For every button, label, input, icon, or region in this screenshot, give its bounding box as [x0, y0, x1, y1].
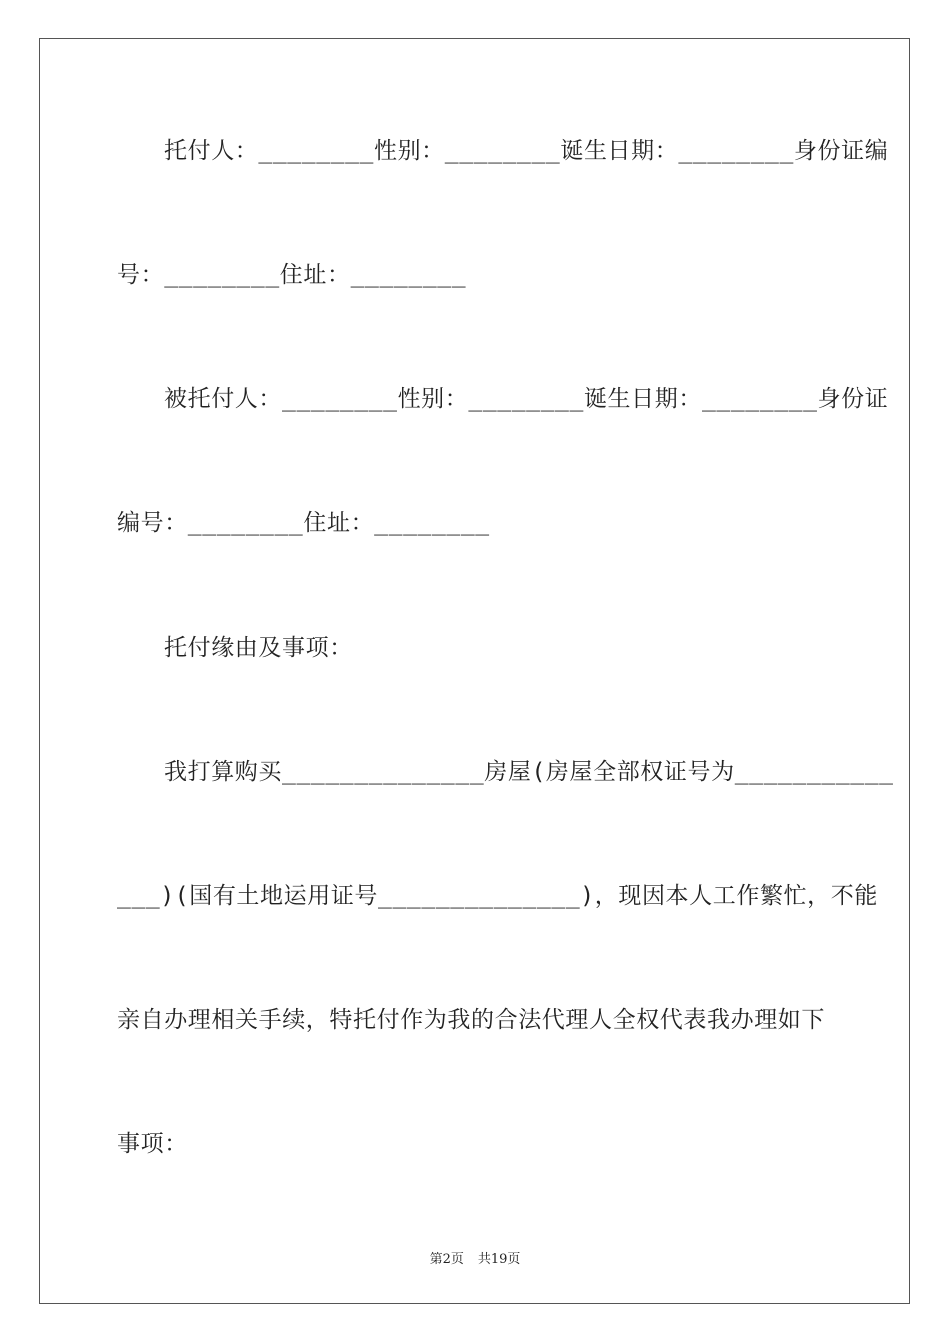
agent-info-line-cont: 编号：________住址：________: [117, 510, 490, 536]
paragraph-line: ___)(国有土地运用证号______________)，现因本人工作繁忙，不能: [117, 883, 878, 909]
paragraph-line: 事项：: [117, 1131, 188, 1157]
agent-info-line: 被托付人：________性别：________诞生日期：________身份证: [164, 386, 889, 412]
page-border: [39, 38, 910, 1304]
principal-info-line-cont: 号：________住址：________: [117, 262, 467, 288]
principal-info-line: 托付人：________性别：________诞生日期：________身份证编: [164, 138, 889, 164]
paragraph-line: 我打算购买______________房屋(房屋全部权证号为___________: [164, 759, 894, 785]
section-heading: 托付缘由及事项：: [164, 635, 353, 661]
paragraph-line: 亲自办理相关手续，特托付作为我的合法代理人全权代表我办理如下: [117, 1007, 825, 1033]
page-number: 第2页: [429, 1252, 464, 1267]
page-total: 共19页: [477, 1252, 521, 1267]
page-footer: [0, 1248, 950, 1267]
